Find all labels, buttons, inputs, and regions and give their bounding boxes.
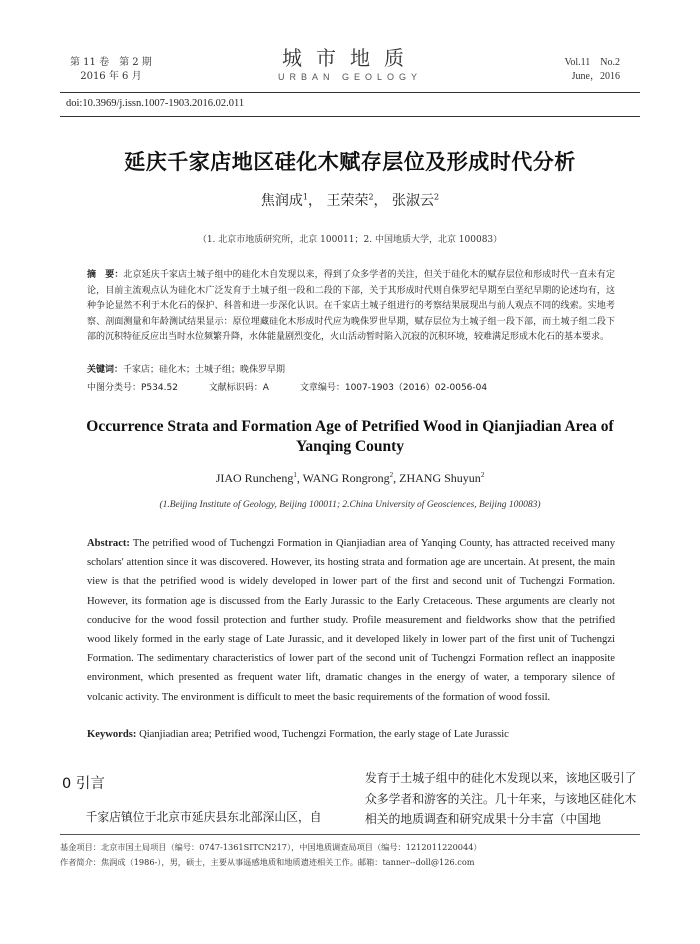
footnote-author-bio: 作者简介：焦润成（1986-），男，硕士，主要从事遥感地质和地质遗迹相关工作。邮箱：tanner--doll@126.com (60, 857, 475, 867)
author-separator: ， (308, 193, 322, 209)
keywords-label-cn: 关键词： (87, 365, 124, 375)
date-en: June，2016 (571, 71, 620, 82)
author-separator: , (296, 471, 303, 485)
author-en: JIAO Runcheng (215, 471, 294, 485)
author-affil-mark: 1 (302, 192, 308, 202)
volume-issue-en: Vol.11 No.2 (564, 57, 620, 68)
author-separator: , (393, 471, 400, 485)
author-en: WANG Rongrong (302, 471, 390, 485)
header-rule (60, 92, 640, 93)
keywords-text-cn: 千家店；硅化木；土城子组；晚侏罗早期 (123, 365, 286, 375)
clc-number: 中图分类号：P534.52 (87, 383, 178, 393)
abstract-label-en: Abstract: (87, 538, 130, 549)
author-cn: 张淑云 (392, 193, 434, 209)
article-number: 文章编号：1007-1903（2016）02-0056-04 (299, 383, 488, 393)
author-cn: 焦润成 (260, 193, 303, 209)
journal-name-cn: 城市地质 (282, 46, 418, 70)
doi-rule (60, 116, 640, 117)
footnotes (60, 840, 650, 870)
keywords-label-en: Keywords: (87, 729, 137, 740)
volume-issue-cn: 第 11 卷 第 2 期 (70, 57, 152, 68)
abstract-label-cn: 摘 要： (87, 270, 124, 280)
classification-line (87, 380, 615, 393)
journal-name-en: URBAN GEOLOGY (277, 72, 423, 82)
authors-cn (60, 190, 640, 210)
affiliation-cn: （1. 北京市地质研究所，北京 100011；2. 中国地质大学，北京 100083） (197, 235, 503, 245)
keywords-en (87, 729, 615, 740)
abstract-text-cn: 北京延庆千家店土城子组中的硅化木自发现以来，得到了众多学者的关注，但关于硅化木的赋存层位和形成时代一直未有定论，目前主流观点认为硅化木广泛发育于土城子组一段和二段的下部，关于其形成时代则自侏罗纪早期至白垩纪早期的论述均有，这种争论显然不利于木化石的保护、科普和进一步深化认识。在千家店土城子组进行的考察结果展现出与前人观点不同的线索。实地考察、剖面测量和年龄测试结果显示：原位埋藏硅化木形成时代应为晚侏罗世早期，赋存层位为土城子组一段下部，而土城子组二段下部的沉积特征反应出当时水位频繁升降，水体能量剧烈变化，火山活动暂时陷入沉寂的沉积环境，较难满足形成木化石的基本要求。 (87, 270, 615, 343)
abstract-cn (87, 268, 615, 346)
author-affil-mark: 1 (293, 471, 297, 479)
author-affil-mark: 2 (389, 471, 394, 479)
footnote-rule (60, 834, 640, 835)
author-en: ZHANG Shuyun (399, 471, 481, 485)
abstract-text-en: The petrified wood of Tuchengzi Formation in Qianjiadian area of Yanqing County, has attracted received many scholars' attention since it was discovered. However, its hosting strata and formation age are uncertain. At present, the main view is that the petrified wood is widely developed in lower part of the first and second unit of Tuchengzi Formation. However, its formation age is discussed from the Early Jurassic to the Early Cretaceous. These arguments are clearly not conducive for the wood fossil protection and further study. Profile measurement and fieldworks show that the petrified wood likely formed in the early stage of Late Jurassic, and it developed likely in lower part of the first unit of Tuchengzi Formation. The sedimentary characteristics of lower part of the second unit of Tuchengzi Formation reflect an inapposite environment, which presented as frequent water lift, dramatic changes in the energy of water, a temporary silence of volcanic activity. The environment is difficult to meet the basic requirements of the formation of wood fossil. (87, 538, 615, 703)
doi[interactable]: doi:10.3969/j.issn.1007-1903.2016.02.011 (66, 98, 245, 109)
header-volume-cn (70, 56, 152, 84)
abstract-en (87, 534, 615, 707)
keywords-cn (87, 362, 615, 375)
document-code: 文献标识码：A (208, 383, 269, 393)
paper-title-cn: 延庆千家店地区硅化木赋存层位及形成时代分析 (124, 150, 576, 174)
author-cn: 王荣荣 (326, 193, 369, 209)
authors-en (60, 471, 640, 486)
section-heading-introduction: 0 引言 (62, 776, 105, 792)
author-affil-mark: 2 (480, 471, 485, 479)
affiliation-en: (1.Beijing Institute of Geology, Beijing 100011; 2.China University of Geosciences, Beijing 100083) (159, 500, 541, 510)
date-cn: 2016 年 6 月 (80, 71, 142, 82)
header-volume-en (564, 56, 620, 84)
body-text-right-column: 发育于土城子组中的硅化木发现以来，该地区吸引了众多学者和游客的关注。几十年来，与该地区硅化木相关的地质调查和研究成果十分丰富（中国地 (365, 771, 637, 826)
keywords-text-en: Qianjiadian area; Petrified wood, Tuchengzi Formation, the early stage of Late Jurassic (136, 729, 509, 740)
paper-title-en: Occurrence Strata and Formation Age of Petrified Wood in Qianjiadian Area of Yanqing County (86, 418, 614, 455)
author-affil-mark: 2 (434, 192, 440, 202)
author-separator: ， (373, 193, 388, 209)
author-affil-mark: 2 (368, 192, 374, 202)
footnote-funding: 基金项目：北京市国土局项目（编号：0747-1361SITCN217），中国地质调查局项目（编号：1212011220044） (60, 842, 482, 852)
journal-logo (260, 46, 440, 82)
body-text-left-column: 千家店镇位于北京市延庆县东北部深山区，自 (85, 810, 322, 824)
